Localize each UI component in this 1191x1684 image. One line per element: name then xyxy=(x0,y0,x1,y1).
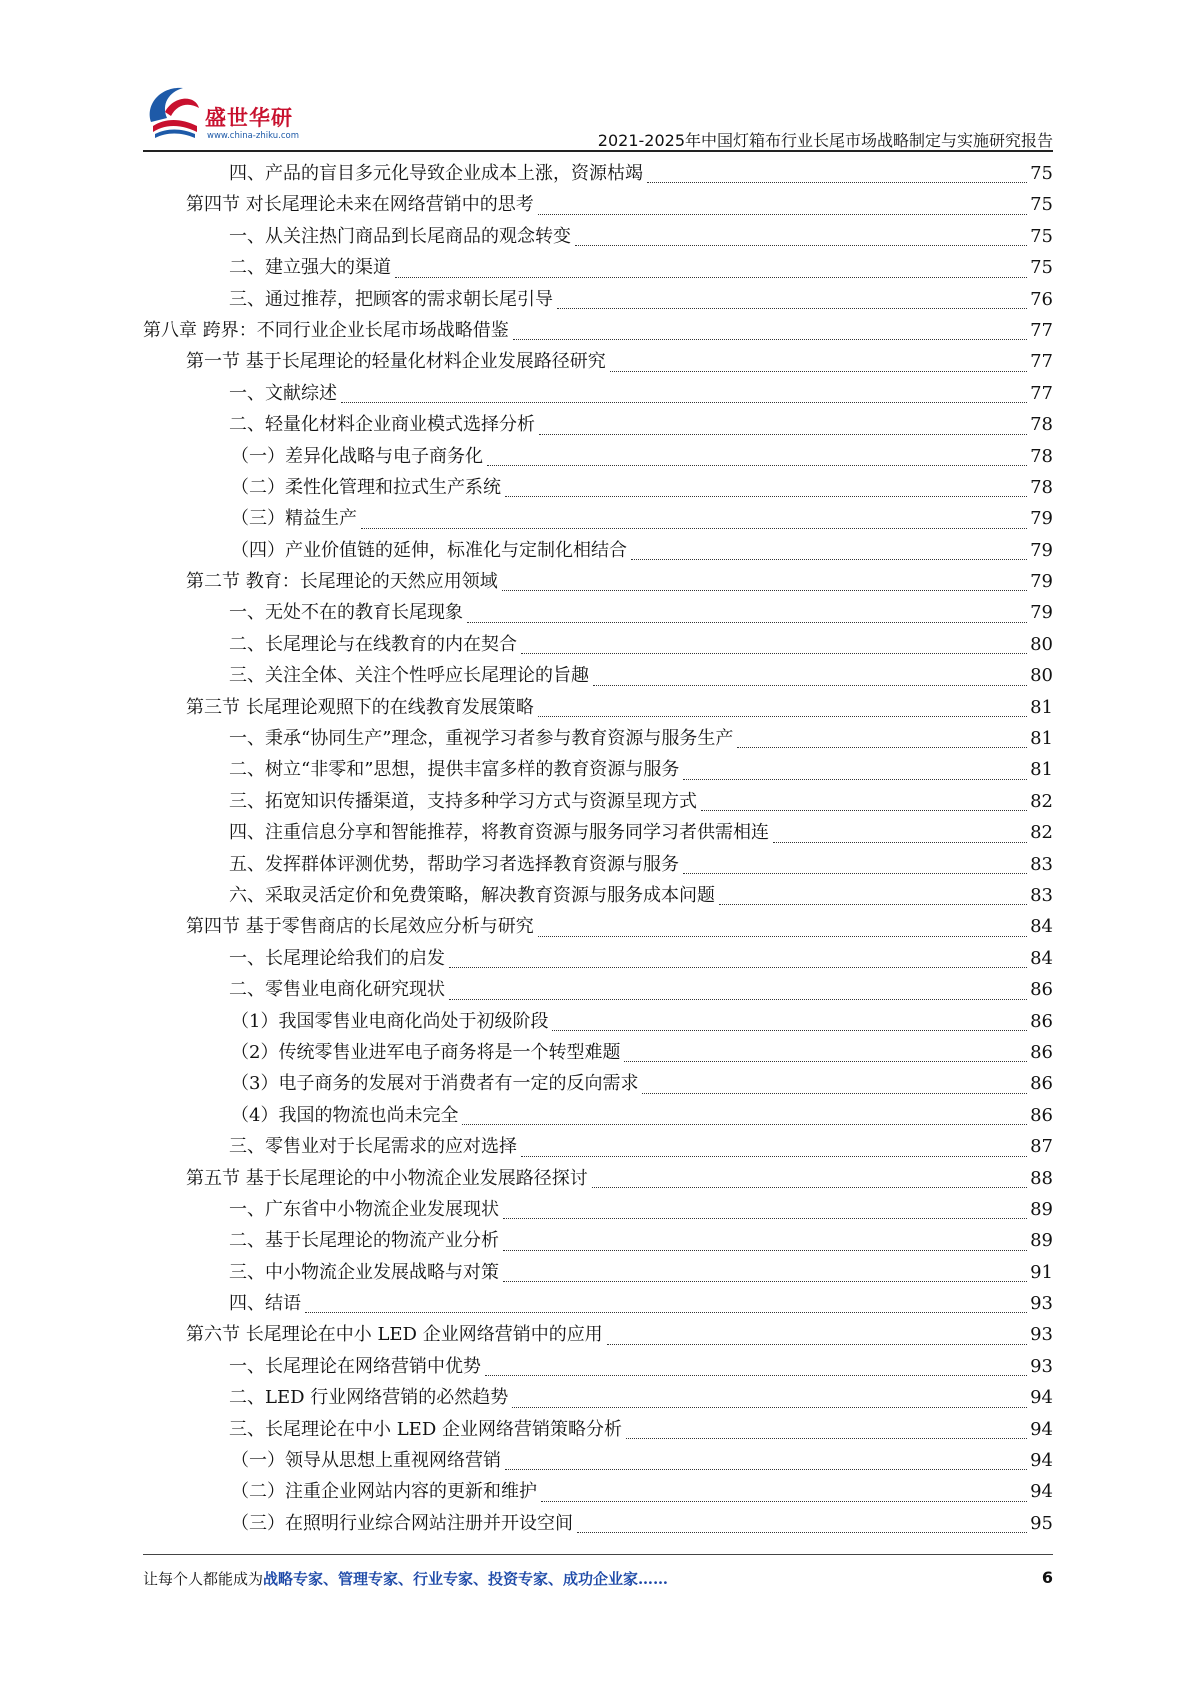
toc-entry-title: 五、发挥群体评测优势，帮助学习者选择教育资源与服务 xyxy=(229,853,679,875)
toc-entry[interactable] xyxy=(143,1351,1053,1382)
toc-entry-title: 第五节 基于长尾理论的中小物流企业发展路径探讨 xyxy=(186,1167,588,1189)
toc-leader-dots xyxy=(538,715,1027,717)
toc-entry-title: （2）传统零售业进军电子商务将是一个转型难题 xyxy=(231,1041,621,1063)
logo-emblem-icon xyxy=(143,82,205,142)
toc-entry[interactable] xyxy=(143,692,1053,723)
toc-entry-page: 79 xyxy=(1030,539,1053,561)
toc-leader-dots xyxy=(642,1092,1027,1094)
toc-entry[interactable] xyxy=(143,221,1053,252)
toc-entry[interactable] xyxy=(143,1382,1053,1413)
toc-entry-title: （二）注重企业网站内容的更新和维护 xyxy=(231,1481,537,1503)
toc-entry-page: 75 xyxy=(1030,163,1053,184)
toc-leader-dots xyxy=(737,746,1027,748)
toc-entry-page: 88 xyxy=(1030,1167,1053,1189)
toc-entry[interactable] xyxy=(143,503,1053,534)
toc-entry-title: 第二节 教育：长尾理论的天然应用领域 xyxy=(186,571,498,593)
toc-entry-page: 94 xyxy=(1030,1450,1053,1472)
toc-leader-dots xyxy=(503,1280,1027,1282)
toc-entry[interactable] xyxy=(143,315,1053,346)
toc-entry-page: 87 xyxy=(1030,1136,1053,1158)
toc-entry-page: 83 xyxy=(1030,853,1053,875)
toc-entry-title: 三、拓宽知识传播渠道，支持多种学习方式与资源呈现方式 xyxy=(229,790,697,812)
toc-leader-dots xyxy=(485,1374,1027,1376)
toc-leader-dots xyxy=(503,1217,1027,1219)
toc-entry-page: 82 xyxy=(1030,822,1053,844)
toc-entry-page: 84 xyxy=(1030,916,1053,938)
toc-entry-page: 78 xyxy=(1030,445,1053,467)
toc-leader-dots xyxy=(539,433,1027,435)
toc-entry[interactable] xyxy=(143,378,1053,409)
toc-entry[interactable] xyxy=(143,1414,1053,1445)
toc-entry-page: 81 xyxy=(1030,759,1053,781)
toc-entry-title: 一、广东省中小物流企业发展现状 xyxy=(229,1198,499,1220)
toc-entry-page: 77 xyxy=(1030,319,1053,341)
toc-leader-dots xyxy=(305,1311,1027,1313)
toc-leader-dots xyxy=(513,338,1027,340)
toc-entry-title: 四、产品的盲目多元化导致企业成本上涨，资源枯竭 xyxy=(229,163,643,184)
footer-divider xyxy=(143,1554,1053,1555)
toc-entry-title: 一、文献综述 xyxy=(229,382,337,404)
toc-leader-dots xyxy=(624,1060,1027,1062)
toc-entry-title: （3）电子商务的发展对于消费者有一定的反向需求 xyxy=(231,1073,639,1095)
toc-leader-dots xyxy=(683,778,1027,780)
toc-entry-title: 二、长尾理论与在线教育的内在契合 xyxy=(229,633,517,655)
toc-entry-title: （4）我国的物流也尚未完全 xyxy=(231,1104,459,1126)
toc-leader-dots xyxy=(512,1406,1027,1408)
toc-entry-title: 一、长尾理论在网络营销中优势 xyxy=(229,1355,481,1377)
toc-entry[interactable] xyxy=(143,472,1053,503)
report-title: 2021-2025年中国灯箱布行业长尾市场战略制定与实施研究报告 xyxy=(597,131,1053,150)
toc-entry-title: 三、长尾理论在中小 LED 企业网络营销策略分析 xyxy=(229,1418,622,1440)
toc-leader-dots xyxy=(502,589,1027,591)
toc-entry-page: 93 xyxy=(1030,1293,1053,1315)
toc-entry-page: 81 xyxy=(1030,728,1053,750)
toc-leader-dots xyxy=(449,998,1027,1000)
toc-leader-dots xyxy=(773,841,1027,843)
toc-leader-dots xyxy=(593,684,1027,686)
toc-entry-title: （一）领导从思想上重视网络营销 xyxy=(231,1450,501,1472)
toc-leader-dots xyxy=(552,1029,1027,1031)
toc-leader-dots xyxy=(361,527,1027,529)
toc-leader-dots xyxy=(626,1437,1027,1439)
toc-entry-page: 94 xyxy=(1030,1418,1053,1440)
toc-entry[interactable] xyxy=(143,849,1053,880)
page-number: 6 xyxy=(1041,1568,1053,1587)
footer-slogan-roles: 战略专家、管理专家、行业专家、投资专家、成功企业家…… xyxy=(263,1570,669,1588)
toc-entry-page: 75 xyxy=(1030,257,1053,279)
toc-entry[interactable] xyxy=(143,158,1053,189)
toc-entry[interactable] xyxy=(143,566,1053,597)
toc-entry-title: 三、零售业对于长尾需求的应对选择 xyxy=(229,1136,517,1158)
toc-leader-dots xyxy=(701,809,1027,811)
toc-entry-title: 一、从关注热门商品到长尾商品的观念转变 xyxy=(229,225,571,247)
toc-entry-title: 第四节 基于零售商店的长尾效应分析与研究 xyxy=(186,916,534,938)
toc-entry-title: 二、建立强大的渠道 xyxy=(229,257,391,279)
toc-leader-dots xyxy=(592,1186,1027,1188)
toc-entry-page: 82 xyxy=(1030,790,1053,812)
header-divider xyxy=(143,150,1053,152)
toc-entry[interactable] xyxy=(143,346,1053,377)
toc-entry[interactable] xyxy=(143,1476,1053,1507)
toc-entry-page: 83 xyxy=(1030,884,1053,906)
toc-entry-title: 一、秉承“协同生产”理念，重视学习者参与教育资源与服务生产 xyxy=(229,728,734,750)
toc-entry[interactable] xyxy=(143,943,1053,974)
footer-slogan-prefix: 让每个人都能成为 xyxy=(143,1570,264,1588)
toc-leader-dots xyxy=(467,621,1027,623)
toc-entry[interactable] xyxy=(143,1445,1053,1476)
toc-leader-dots xyxy=(647,181,1027,183)
toc-entry-page: 80 xyxy=(1030,665,1053,687)
toc-entry-page: 86 xyxy=(1030,1041,1053,1063)
toc-entry-page: 86 xyxy=(1030,1010,1053,1032)
toc-leader-dots xyxy=(487,464,1027,466)
toc-entry-title: （二）柔性化管理和拉式生产系统 xyxy=(231,476,501,498)
toc-entry-title: 二、基于长尾理论的物流产业分析 xyxy=(229,1230,499,1252)
toc-entry-page: 77 xyxy=(1030,351,1053,373)
toc-entry-page: 80 xyxy=(1030,633,1053,655)
toc-entry[interactable] xyxy=(143,911,1053,942)
toc-entry[interactable] xyxy=(143,1006,1053,1037)
logo-name: 盛世华研 xyxy=(205,106,293,130)
toc-leader-dots xyxy=(395,276,1027,278)
toc-entry[interactable] xyxy=(143,252,1053,283)
toc-entry-page: 79 xyxy=(1030,602,1053,624)
toc-entry-title: 二、轻量化材料企业商业模式选择分析 xyxy=(229,414,535,436)
toc-entry-page: 86 xyxy=(1030,979,1053,1001)
toc-entry-page: 78 xyxy=(1030,414,1053,436)
toc-entry-title: 四、结语 xyxy=(229,1293,301,1315)
toc-entry-title: 四、注重信息分享和智能推荐，将教育资源与服务同学习者供需相连 xyxy=(229,822,769,844)
toc-entry-page: 78 xyxy=(1030,476,1053,498)
toc-entry-page: 76 xyxy=(1030,288,1053,310)
toc-entry[interactable] xyxy=(143,786,1053,817)
toc-entry-page: 77 xyxy=(1030,382,1053,404)
toc-entry-page: 93 xyxy=(1030,1324,1053,1346)
logo-url: www.china-zhiku.com xyxy=(207,131,299,141)
toc-entry-page: 84 xyxy=(1030,947,1053,969)
company-logo xyxy=(143,78,313,142)
toc-entry-page: 86 xyxy=(1030,1073,1053,1095)
toc-entry-title: 第四节 对长尾理论未来在网络营销中的思考 xyxy=(186,194,534,216)
toc-entry[interactable] xyxy=(143,597,1053,628)
toc-entry-title: 二、零售业电商化研究现状 xyxy=(229,979,445,1001)
toc-leader-dots xyxy=(538,213,1027,215)
toc-entry-page: 89 xyxy=(1030,1230,1053,1252)
toc-entry[interactable] xyxy=(143,1100,1053,1131)
toc-entry-page: 79 xyxy=(1030,508,1053,530)
page-header xyxy=(143,78,1053,158)
toc-leader-dots xyxy=(341,401,1027,403)
toc-entry[interactable] xyxy=(143,974,1053,1005)
toc-leader-dots xyxy=(557,307,1027,309)
toc-leader-dots xyxy=(607,1343,1027,1345)
toc-entry-title: （三）精益生产 xyxy=(231,508,357,530)
toc-entry-title: （三）在照明行业综合网站注册并开设空间 xyxy=(231,1512,573,1534)
toc-leader-dots xyxy=(505,495,1027,497)
toc-entry-page: 75 xyxy=(1030,225,1053,247)
toc-entry-page: 95 xyxy=(1030,1512,1053,1534)
toc-entry[interactable] xyxy=(143,754,1053,785)
toc-entry[interactable] xyxy=(143,409,1053,440)
toc-entry-title: 二、树立“非零和”思想，提供丰富多样的教育资源与服务 xyxy=(229,759,680,781)
toc-entry[interactable] xyxy=(143,441,1053,472)
toc-leader-dots xyxy=(521,1155,1027,1157)
toc-entry[interactable] xyxy=(143,284,1053,315)
toc-leader-dots xyxy=(575,244,1027,246)
toc-entry-title: 一、无处不在的教育长尾现象 xyxy=(229,602,463,624)
toc-entry-page: 75 xyxy=(1030,194,1053,216)
toc-entry-title: 第八章 跨界：不同行业企业长尾市场战略借鉴 xyxy=(143,319,509,341)
toc-entry[interactable] xyxy=(143,1319,1053,1350)
toc-entry[interactable] xyxy=(143,1225,1053,1256)
toc-entry-title: 第一节 基于长尾理论的轻量化材料企业发展路径研究 xyxy=(186,351,606,373)
toc-entry-page: 89 xyxy=(1030,1198,1053,1220)
toc-entry-title: 一、长尾理论给我们的启发 xyxy=(229,947,445,969)
toc-entry[interactable] xyxy=(143,817,1053,848)
toc-entry-page: 81 xyxy=(1030,696,1053,718)
toc-entry-title: 第三节 长尾理论观照下的在线教育发展策略 xyxy=(186,696,534,718)
toc-entry[interactable] xyxy=(143,1037,1053,1068)
toc-entry-title: 三、关注全体、关注个性呼应长尾理论的旨趣 xyxy=(229,665,589,687)
toc-entry-page: 93 xyxy=(1030,1355,1053,1377)
page-footer xyxy=(143,1568,1053,1589)
table-of-contents xyxy=(143,158,1053,1539)
toc-entry[interactable] xyxy=(143,535,1053,566)
toc-leader-dots xyxy=(541,1500,1027,1502)
toc-entry-page: 91 xyxy=(1030,1261,1053,1283)
toc-leader-dots xyxy=(521,652,1027,654)
toc-entry[interactable] xyxy=(143,880,1053,911)
toc-entry-page: 94 xyxy=(1030,1481,1053,1503)
toc-entry-title: 三、中小物流企业发展战略与对策 xyxy=(229,1261,499,1283)
toc-entry-title: 三、通过推荐，把顾客的需求朝长尾引导 xyxy=(229,288,553,310)
toc-leader-dots xyxy=(631,558,1027,560)
toc-leader-dots xyxy=(462,1123,1027,1125)
toc-entry[interactable] xyxy=(143,660,1053,691)
toc-leader-dots xyxy=(449,966,1027,968)
toc-leader-dots xyxy=(683,872,1027,874)
toc-entry-title: （一）差异化战略与电子商务化 xyxy=(231,445,483,467)
toc-leader-dots xyxy=(719,903,1027,905)
toc-leader-dots xyxy=(538,935,1027,937)
toc-entry-title: 二、LED 行业网络营销的必然趋势 xyxy=(229,1387,509,1409)
toc-leader-dots xyxy=(577,1531,1027,1533)
toc-entry-page: 86 xyxy=(1030,1104,1053,1126)
toc-entry-title: （四）产业价值链的延伸，标准化与定制化相结合 xyxy=(231,539,627,561)
toc-entry[interactable] xyxy=(143,629,1053,660)
toc-entry-page: 94 xyxy=(1030,1387,1053,1409)
toc-entry[interactable] xyxy=(143,1068,1053,1099)
toc-entry[interactable] xyxy=(143,723,1053,754)
toc-entry-title: （1）我国零售业电商化尚处于初级阶段 xyxy=(231,1010,549,1032)
toc-entry-page: 79 xyxy=(1030,571,1053,593)
toc-entry[interactable] xyxy=(143,1257,1053,1288)
toc-leader-dots xyxy=(503,1249,1027,1251)
toc-entry[interactable] xyxy=(143,1163,1053,1194)
toc-leader-dots xyxy=(505,1468,1027,1470)
toc-entry[interactable] xyxy=(143,1194,1053,1225)
toc-entry[interactable] xyxy=(143,1288,1053,1319)
toc-entry-title: 六、采取灵活定价和免费策略，解决教育资源与服务成本问题 xyxy=(229,884,715,906)
toc-entry-title: 第六节 长尾理论在中小 LED 企业网络营销中的应用 xyxy=(186,1324,603,1346)
toc-entry[interactable] xyxy=(143,1131,1053,1162)
toc-entry[interactable] xyxy=(143,189,1053,220)
toc-entry[interactable] xyxy=(143,1508,1053,1539)
toc-leader-dots xyxy=(610,370,1027,372)
